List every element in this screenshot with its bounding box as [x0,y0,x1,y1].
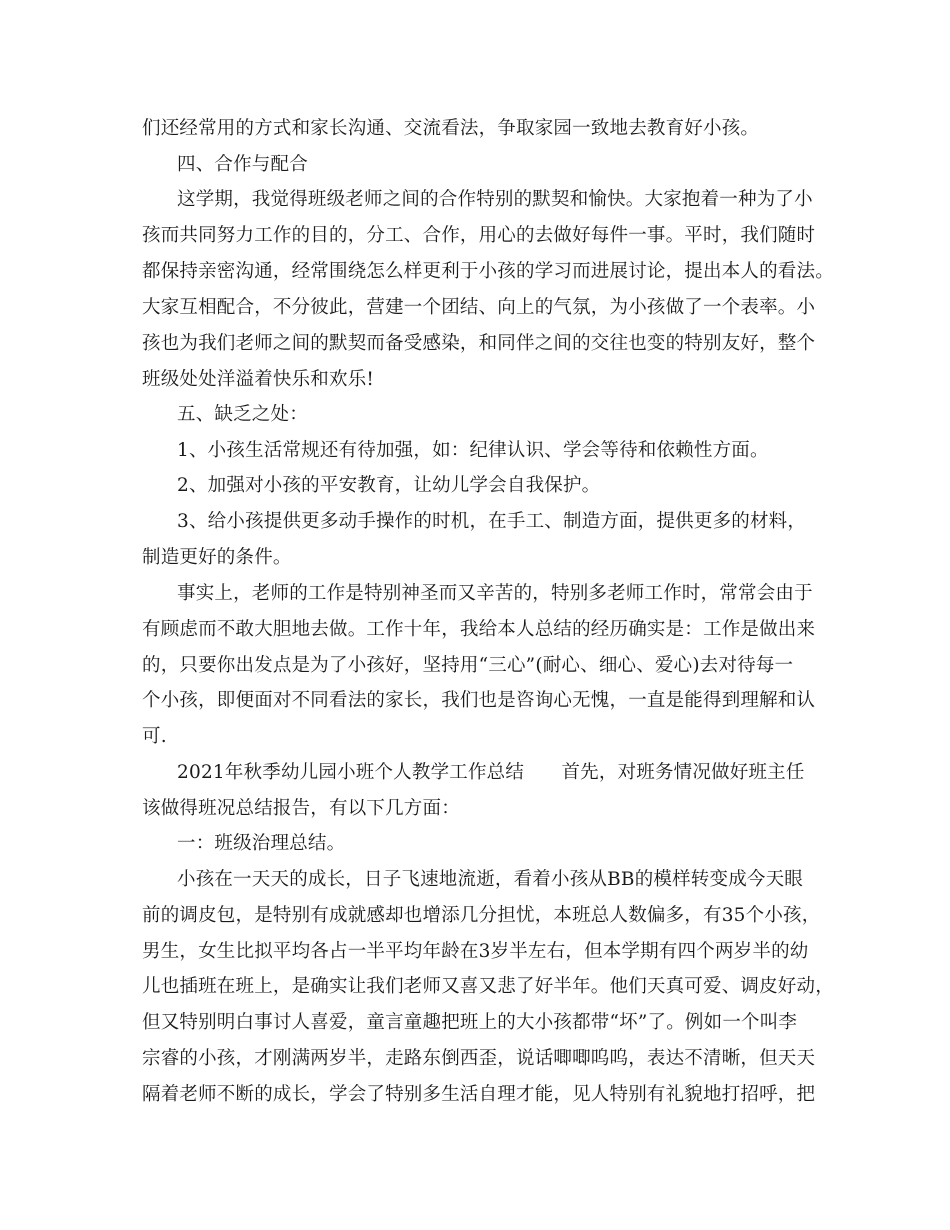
text-line: 的，只要你出发点是为了小孩好，坚持用“三心”(耐心、细心、爱心)去对待每一 [142,655,794,676]
text-line: 2021年秋季幼儿园小班个人教学工作总结 首先，对班务情况做好班主任 [177,762,805,783]
text-line: 该做得班况总结报告，有以下几方面： [142,798,460,819]
text-line: 们还经常用的方式和家长沟通、交流看法，争取家园一致地去教育好小孩。 [142,118,760,139]
text-line: 宗睿的小孩，才刚满两岁半，走路东倒西歪，说话唧唧呜呜，表达不清晰，但天天 [142,1048,816,1069]
list-item: 2、加强对小孩的平安教育，让幼儿学会自我保护。 [177,475,601,496]
text-line: 孩也为我们老师之间的默契而备受感染，和同伴之间的交往也变的特别友好，整个 [142,333,816,354]
text-line: 班级处处洋溢着快乐和欢乐! [142,369,375,390]
text-line: 个小孩，即便面对不同看法的家长，我们也是咨询心无愧，一直是能得到理解和认 [142,690,816,711]
text-line: 大家互相配合，不分彼此，营建一个团结、向上的气氛，为小孩做了一个表率。小 [142,297,816,318]
text-line: 隔着老师不断的成长，学会了特别多生活自理才能，见人特别有礼貌地打招呼，把 [142,1084,816,1105]
text-line: 前的调皮包，是特别有成就感却也增添几分担忧，本班总人数偏多，有35个小孩， [142,905,821,926]
text-line: 男生，女生比拟平均各占一半平均年龄在3岁半左右，但本学期有四个两岁半的幼 [142,941,809,962]
text-line: 都保持亲密沟通，经常围绕怎么样更利于小孩的学习而进展讨论，提出本人的看法。 [142,261,834,282]
text-line: 有顾虑而不敢大胆地去做。工作十年，我给本人总结的经历确实是：工作是做出来 [142,619,816,640]
text-line: 制造更好的条件。 [142,547,292,568]
list-item: 3、给小孩提供更多动手操作的时机，在手工、制造方面，提供更多的材料， [177,511,807,532]
text-line: 儿也插班在班上，是确实让我们老师又喜又悲了好半年。他们天真可爱、调皮好动， [142,976,834,997]
list-item: 1、小孩生活常规还有待加强，如：纪律认识、学会等待和依赖性方面。 [177,440,769,461]
text-line: 小孩在一天天的成长，日子飞速地流逝，看着小孩从BB的模样转变成今天眼 [177,869,803,890]
text-line: 这学期，我觉得班级老师之间的合作特别的默契和愉快。大家抱着一种为了小 [177,189,813,210]
text-line: 但又特别明白事讨人喜爱，童言童趣把班上的大小孩都带“坏”了。例如一个叫李 [142,1012,798,1033]
section-heading: 一：班级治理总结。 [177,833,346,854]
section-heading: 四、合作与配合 [177,154,308,175]
text-line: 事实上，老师的工作是特别神圣而又辛苦的，特别多老师工作时，常常会由于 [177,583,813,604]
text-line: 孩而共同努力工作的目的，分工、合作，用心的去做好每件一事。平时，我们随时 [142,225,816,246]
text-line: 可. [142,726,167,747]
section-heading: 五、缺乏之处： [177,404,308,425]
